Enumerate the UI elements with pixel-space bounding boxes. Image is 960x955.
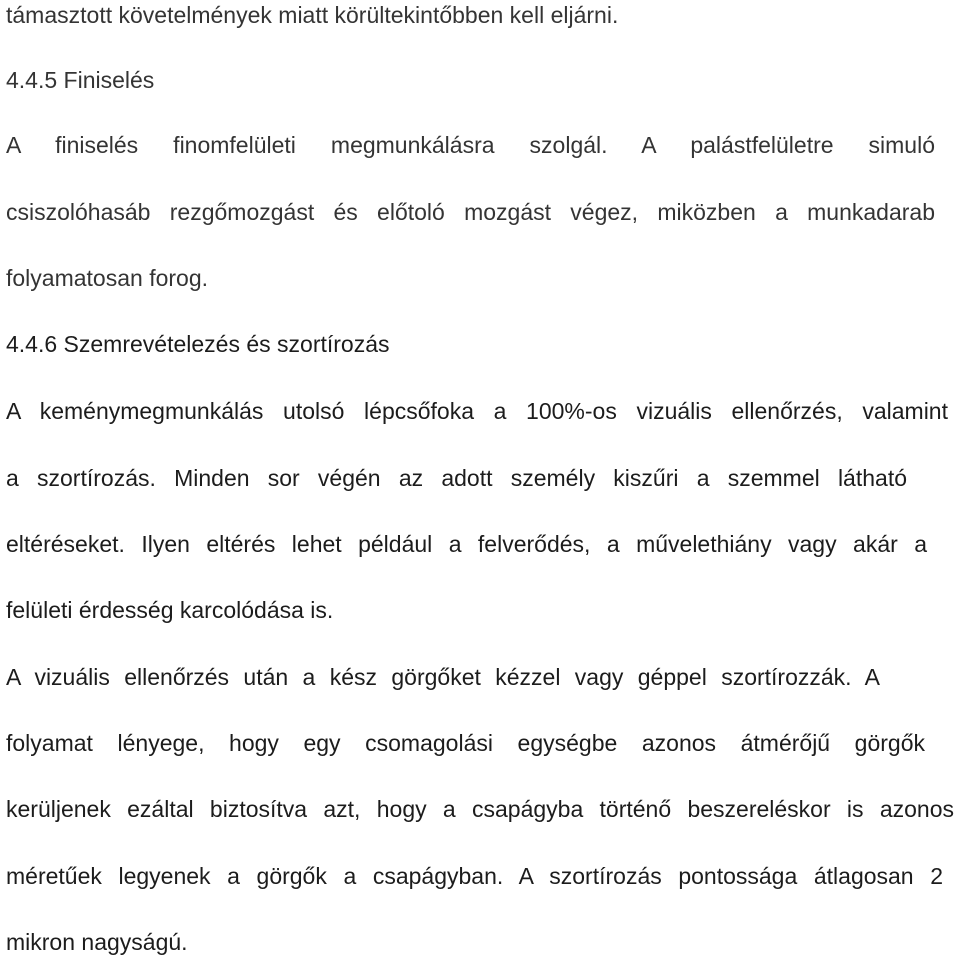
paragraph-line: eltéréseket. Ilyen eltérés lehet például a felverődés, a művelethiány vagy akár a [6,531,927,557]
paragraph-line: felületi érdesség karcolódása is. [6,597,334,623]
section-heading: 4.4.5 Finiselés [6,67,155,93]
paragraph-line: a szortírozás. Minden sor végén az adott személy kiszűri a szemmel látható [6,465,907,491]
paragraph-line: folyamatosan forog. [6,265,209,291]
paragraph-line: csiszolóhasáb rezgőmozgást és előtoló mozgást végez, miközben a munkadarab [6,199,935,225]
paragraph-line: A finiselés finomfelületi megmunkálásra szolgál. A palástfelületre simuló [6,132,935,158]
paragraph-line: kerüljenek ezáltal biztosítva azt, hogy a csapágyba történő beszereléskor is azonos [6,796,954,822]
paragraph-line: támasztott követelmények miatt körültekintőbben kell eljárni. [6,2,619,28]
paragraph-line: folyamat lényege, hogy egy csomagolási egységbe azonos átmérőjű görgők [6,730,925,756]
paragraph-line: A vizuális ellenőrzés után a kész görgőket kézzel vagy géppel szortírozzák. A [6,664,880,690]
paragraph-line: méretűek legyenek a görgők a csapágyban. A szortírozás pontossága átlagosan 2 [6,863,943,889]
paragraph-line: mikron nagyságú. [6,929,188,955]
paragraph-line: A keménymegmunkálás utolsó lépcsőfoka a 100%-os vizuális ellenőrzés, valamint [6,398,948,424]
section-heading: 4.4.6 Szemrevételezés és szortírozás [6,331,390,357]
